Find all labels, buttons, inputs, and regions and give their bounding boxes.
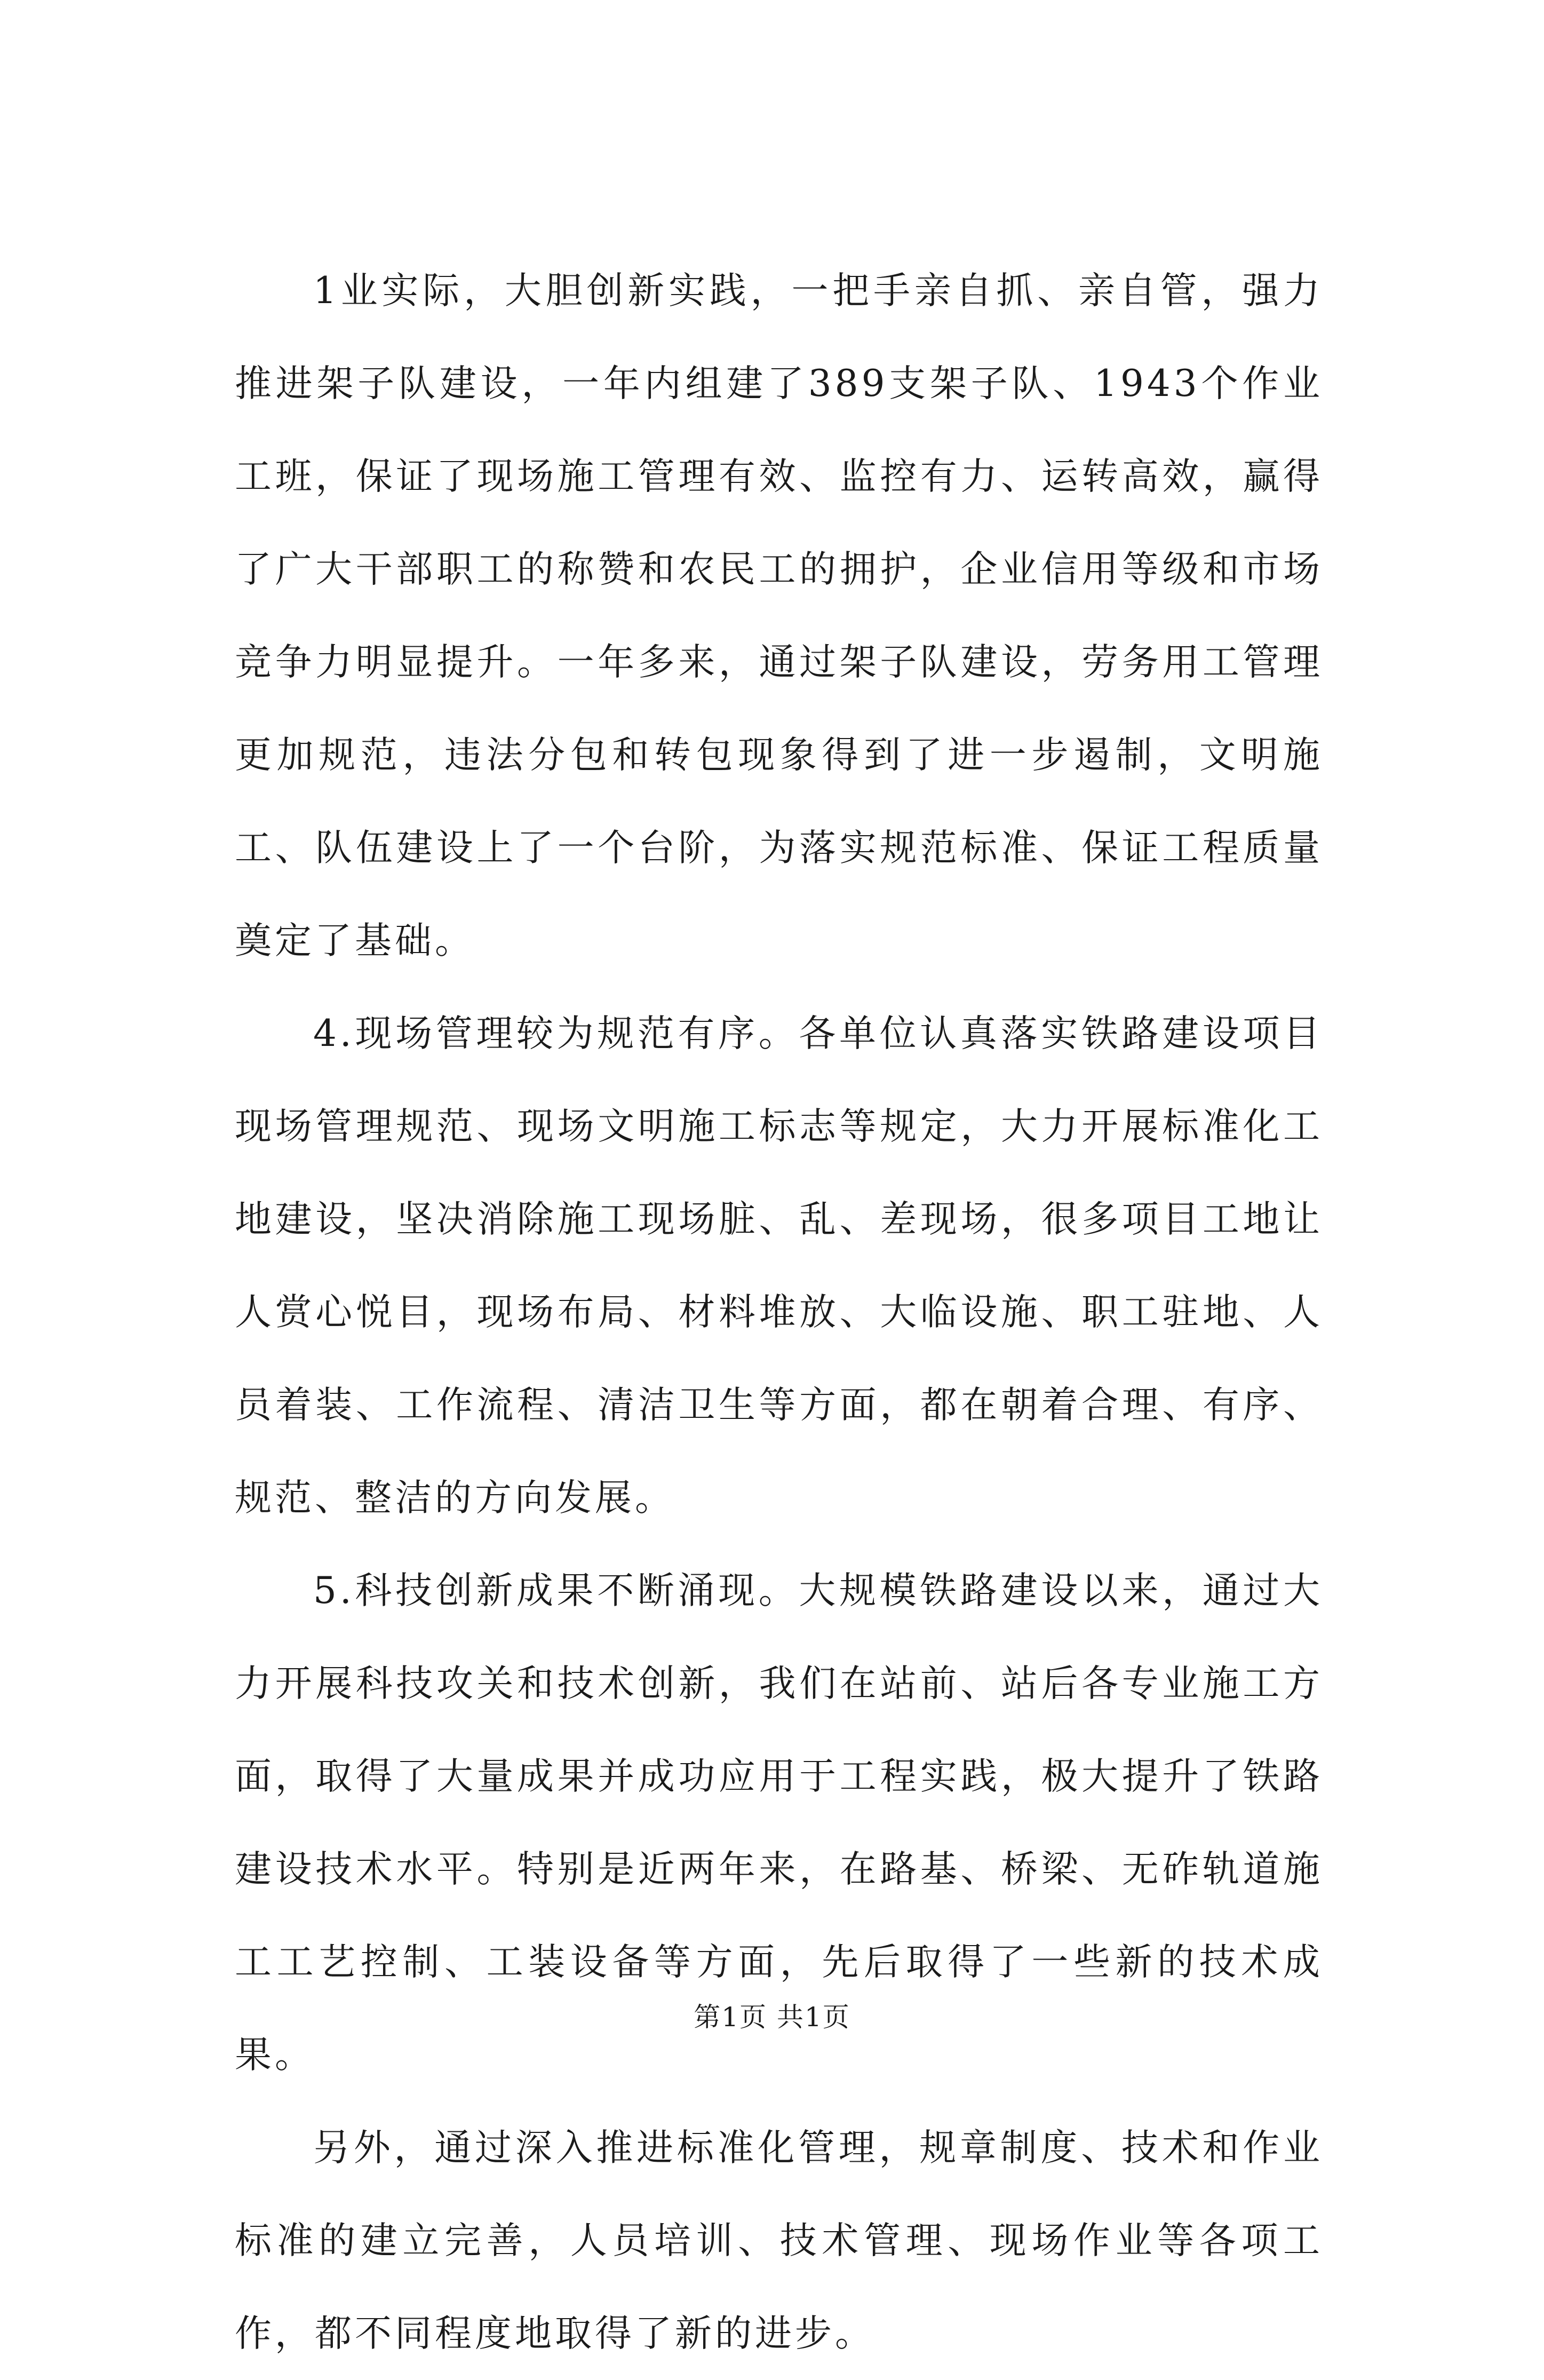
paragraph-2: 4.现场管理较为规范有序。各单位认真落实铁路建设项目现场管理规范、现场文明施工标志等规定，大力开展标准化工地建设，坚决消除施工现场脏、乱、差现场，很多项目工地让人赏心悦目，现场布局、材料堆放、大临设施、职工驻地、人员着装、工作流程、清洁卫生等方面，都在朝着合理、有序、规范、整洁的方向发展。: [235, 1012, 1323, 1519]
paragraph-4: 另外，通过深入推进标准化管理，规章制度、技术和作业标准的建立完善，人员培训、技术管理、现场作业等各项工作，都不同程度地取得了新的进步。: [235, 2127, 1323, 2355]
page-footer: 第1页 共1页: [694, 2002, 850, 2033]
paragraph-3: 5.科技创新成果不断涌现。大规模铁路建设以来，通过大力开展科技攻关和技术创新，我们在站前、站后各专业施工方面，取得了大量成果并成功应用于工程实践，极大提升了铁路建设技术水平。特别是近两年来，在路基、桥梁、无砟轨道施工工艺控制、工装设备等方面，先后取得了一些新的技术成果。: [235, 1569, 1323, 2076]
paragraph-1: 1业实际，大胆创新实践，一把手亲自抓、亲自管，强力推进架子队建设，一年内组建了389支架子队、1943个作业工班，保证了现场施工管理有效、监控有力、运转高效，赢得了广大干部职工的称赞和农民工的拥护，企业信用等级和市场竞争力明显提升。一年多来，通过架子队建设，劳务用工管理更加规范，违法分包和转包现象得到了进一步遏制，文明施工、队伍建设上了一个台阶，为落实规范标准、保证工程质量奠定了基础。: [235, 269, 1323, 962]
body-text: [235, 244, 1323, 2380]
